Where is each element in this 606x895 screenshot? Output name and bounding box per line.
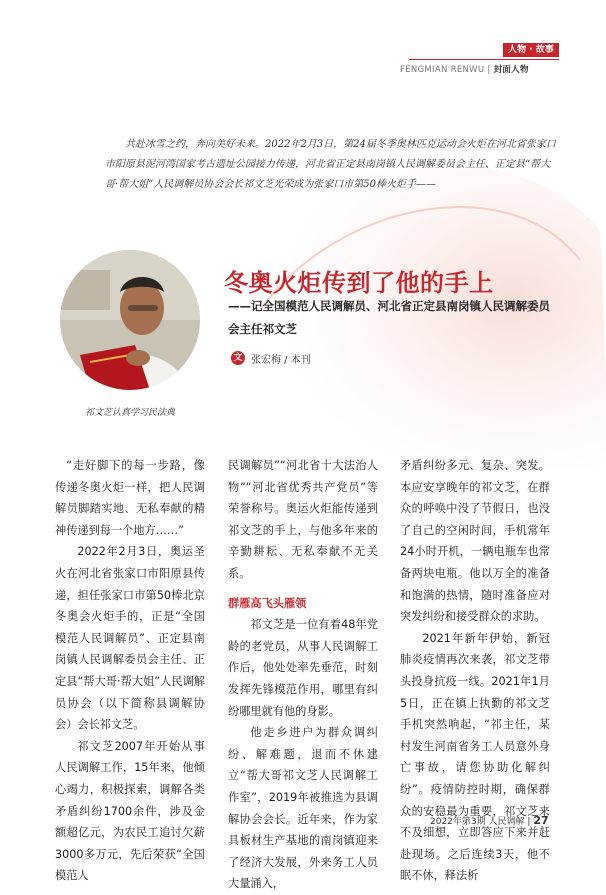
header-rule	[409, 59, 559, 60]
header-separator: |	[487, 65, 494, 75]
photo-caption: 祁文芝认真学习民法典	[85, 408, 176, 418]
article-author: 张宏梅 / 本刊	[251, 355, 311, 366]
page-number: 27	[533, 814, 549, 827]
body-paragraph: 他走乡进户为群众调纠纷、解难题，退而不休建立“帮大哥祁文芝人民调解工作室”，2019年被推选为县调解协会会长。近年来，作为家具板材生产基地的南岗镇迎来了经济大发展，外来务工人员大量涌入，	[228, 726, 378, 891]
author-pen-icon: 文	[231, 351, 245, 365]
body-paragraph: 祁文芝是一位有着48年党龄的老党员，从事人民调解工作后，他处处率先垂范，时刻发挥先锋模范作用，哪里有纠纷哪里就有他的身影。	[228, 618, 378, 718]
header-section-en: FENGMIAN RENWU	[400, 65, 485, 75]
footer-issue: 2022年第3期	[430, 817, 486, 827]
body-column-2	[228, 455, 378, 895]
footer-journal: 人民调解	[488, 817, 525, 827]
intro-paragraph: 共赴冰雪之约，奔向美好未来。2022年2月3日，第24届冬季奥林匹克运动会火炬在河北省张家口市阳原县泥河湾国家考古遗址公园接力传递，河北省正定县南岗镇人民调解委员会主任、正定县“帮大哥·帮大姐”人民调解员协会会长祁文芝光荣成为张家口市第50棒火炬手——	[105, 139, 556, 190]
header-section-cn: 封面人物	[493, 65, 529, 75]
body-paragraph: 祁文芝2007年开始从事人民调解工作，15年来，他倾心竭力，积极探索，调解各类矛盾纠纷1700余件，涉及金额超亿元，为农民工追讨欠薪3000多万元，先后荣获“全国模范人	[55, 739, 205, 883]
body-paragraph: 民调解员”“河北省十大法治人物”“河北省优秀共产党员”等荣誉称号。奥运火炬能传递到祁文芝的手上，与他多年来的辛勤耕耘、无私奉献不无关系。	[228, 459, 378, 580]
body-paragraph: “走好脚下的每一步路，像传递冬奥火炬一样，把人民调解员脚踏实地、无私奉献的精神传递到每一个地方……”	[55, 459, 205, 537]
footer-separator: |	[527, 817, 534, 827]
section-heading: 群雁高飞头雁领	[228, 596, 307, 610]
article-subtitle: ——记全国模范人民调解员、河北省正定县南岗镇人民调解委员会主任祁文芝	[228, 299, 550, 336]
portrait-photo	[60, 250, 200, 390]
body-paragraph: 2021年新年伊始，新冠肺炎疫情再次来袭，祁文芝带头投身抗疫一线。2021年1月5日，正在镇上执勤的祁文芝手机突然响起，“祁主任，某村发生河南省务工人员意外身亡事故，请您协助化解纠纷”。疫情防控时期，确保群众的安稳最为重要，祁文芝来不及细想，立即答应下来并赶赴现场。之后连续3天，他不眠不休，释法析	[400, 631, 550, 883]
page-footer	[430, 814, 549, 827]
body-paragraph: 矛盾纠纷多元、复杂、突发。本应安享晚年的祁文芝，在群众的呼唤中没了节假日，也没了自己的空闲时间，手机常年24小时开机，一辆电瓶车也常备两块电瓶。他以万全的准备和饱满的热情，随时准备应对突发纠纷和接受群众的求助。	[400, 459, 550, 624]
header-section	[400, 63, 529, 75]
body-column-1	[55, 455, 205, 887]
body-paragraph: 2022年2月3日，奥运圣火在河北省张家口市阳原县传递，担任张家口市第50棒北京冬奥会火炬手的，正是“全国模范人民调解员”、正定县南岗镇人民调解委员会主任、正定县“帮大哥·帮大姐”人民调解员协会（以下简称县调解协会）会长祁文芝。	[55, 545, 205, 732]
article-title: 冬奥火炬传到了他的手上	[224, 269, 494, 297]
section-tag: 人物 · 故事	[503, 43, 559, 57]
